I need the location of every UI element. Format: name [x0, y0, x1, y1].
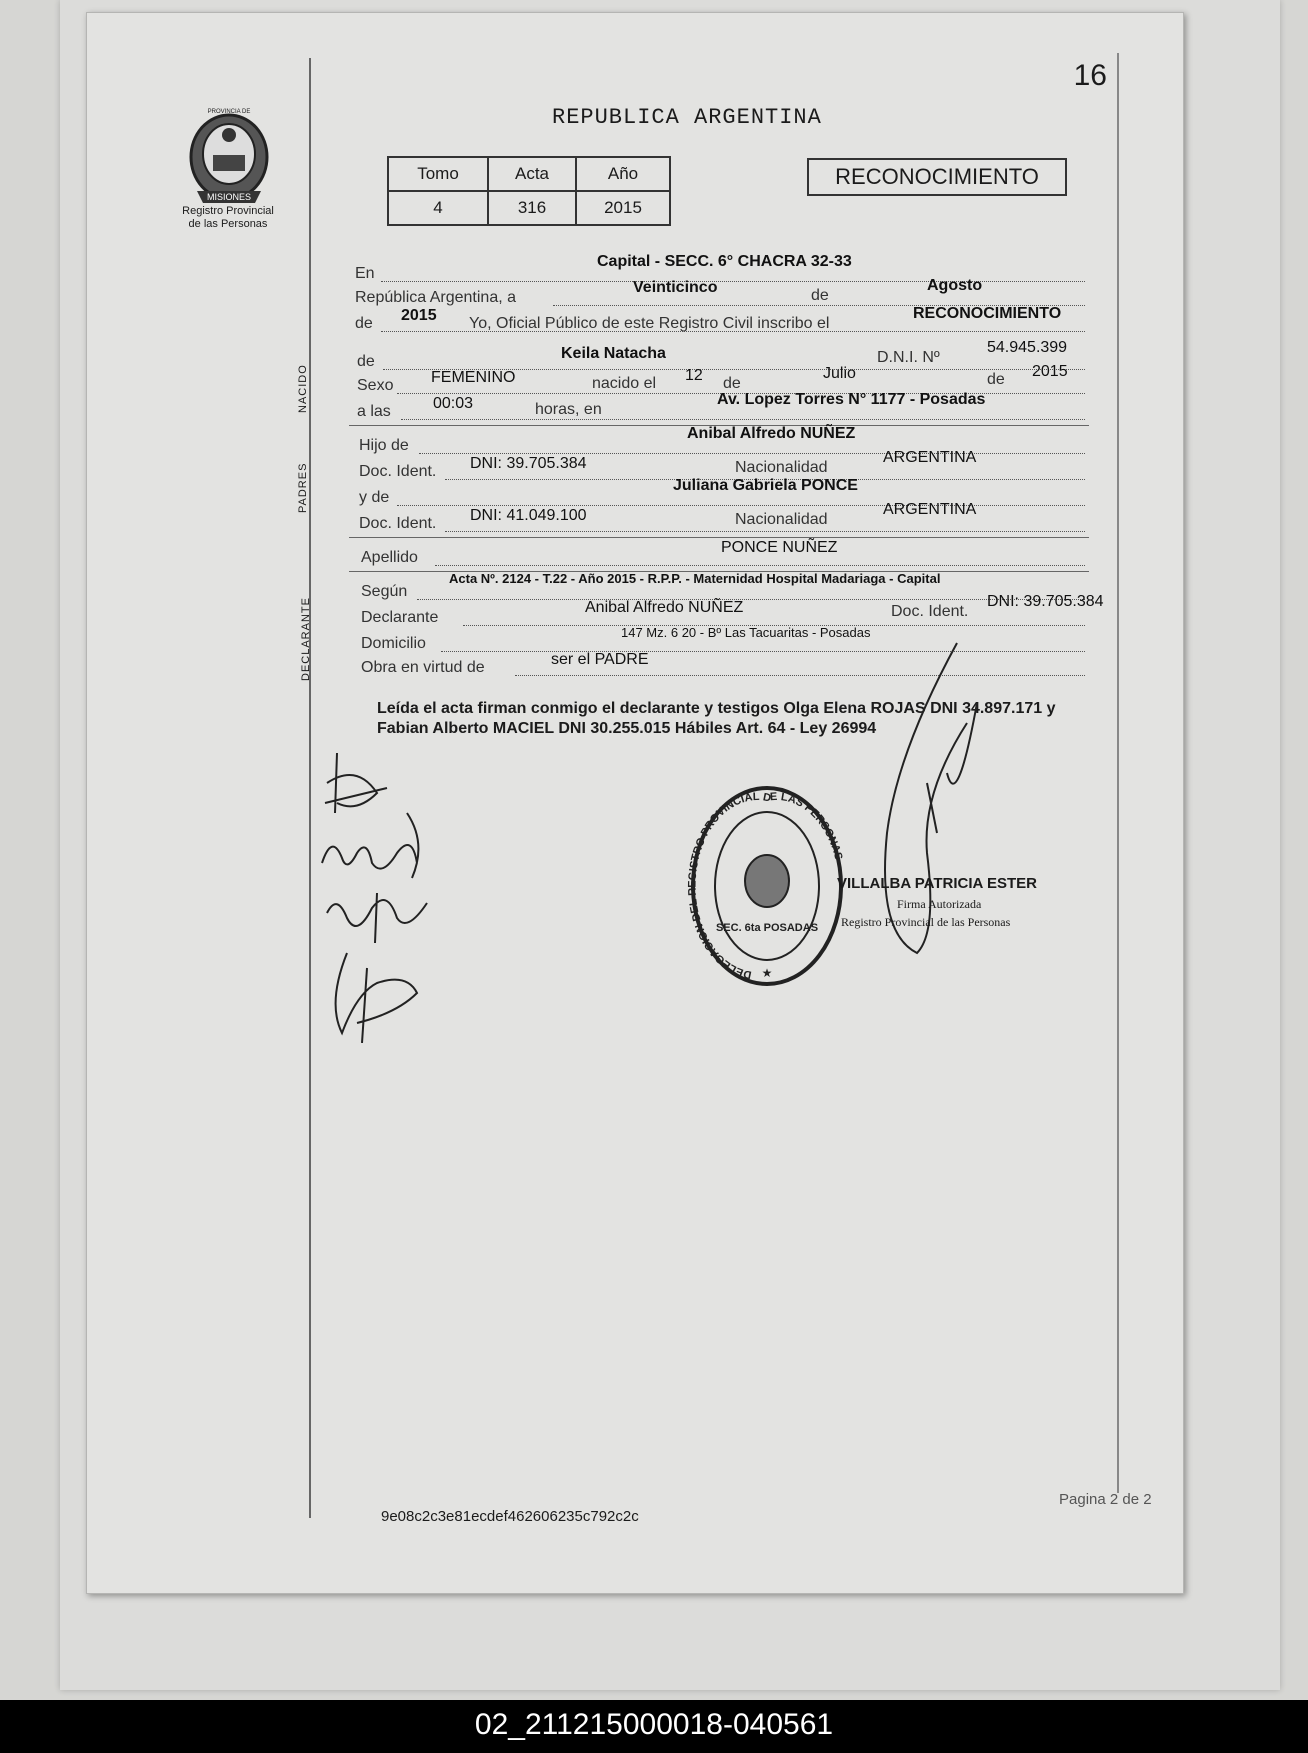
label-apellido: Apellido [361, 549, 418, 566]
label-hijo-de: Hijo de [359, 437, 409, 454]
value-dni: 54.945.399 [987, 339, 1068, 356]
registry-value-tomo: 4 [388, 191, 488, 225]
right-margin-line [1117, 53, 1119, 1493]
value-madre-doc: DNI: 41.049.100 [470, 507, 587, 524]
stamp-ring-text: DELEGACION DEL REGISTRO PROVINCIAL DE LAS PERSONAS [687, 790, 845, 981]
label-yo: Yo, Oficial Público de este Registro Civil inscribo el [469, 315, 830, 332]
value-domicilio: 147 Mz. 6 20 - Bº Las Tacuaritas - Posadas [621, 625, 871, 640]
label-de-2: de [355, 315, 373, 332]
value-madre: Juliana Gabriela PONCE [673, 477, 858, 494]
label-nacido-el: nacido el [592, 375, 657, 392]
value-sexo: FEMENINO [431, 369, 516, 386]
label-de-mes: de [723, 375, 741, 392]
logo-caption [153, 205, 303, 231]
label-de-anio: de [987, 371, 1005, 388]
logo-misiones-text: MISIONES [206, 192, 252, 202]
label-domicilio: Domicilio [361, 635, 426, 652]
registry-header-acta: Acta [488, 157, 576, 191]
value-segun: Acta Nº. 2124 - T.22 - Año 2015 - R.P.P. - Maternidad Hospital Madariaga - Capital [449, 571, 941, 586]
value-dia: Veinticinco [633, 279, 718, 296]
value-obra: ser el PADRE [551, 651, 649, 668]
closing-statement: Leída el acta firman conmigo el declarante y testigos Olga Elena ROJAS DNI 34.897.171 y Fabian Alberto MACIEL DNI 30.255.015 Hábiles Art. 64 - Ley 26994 [377, 700, 1056, 737]
scan-id-bar [0, 1700, 1308, 1753]
value-mes-nac: Julio [823, 365, 856, 382]
label-dni: D.N.I. Nº [877, 349, 940, 366]
signer-role: Firma Autorizada [897, 897, 982, 911]
witness-signatures [317, 743, 477, 1043]
section-label-padres: PADRES [297, 462, 309, 513]
registry-value-anio: 2015 [576, 191, 670, 225]
signature-stroke [327, 893, 427, 943]
dotted-line [435, 565, 1085, 566]
label-horas-en: horas, en [535, 401, 602, 418]
dotted-line [445, 531, 1085, 532]
value-anio-nac: 2015 [1032, 363, 1068, 380]
dotted-line [419, 453, 1085, 454]
signer-name: VILLALBA PATRICIA ESTER [837, 875, 1037, 892]
label-sexo: Sexo [357, 377, 394, 394]
value-madre-nac: ARGENTINA [883, 501, 977, 518]
stamp-inner-text: SEC. 6ta POSADAS [715, 922, 819, 934]
scan-id: 02_211215000018-040561 [474, 1708, 834, 1741]
value-acto: RECONOCIMIENTO [913, 305, 1062, 322]
label-de: de [811, 287, 829, 304]
logo-caption-line-1: Registro Provincial [182, 205, 274, 217]
value-padre-doc: DNI: 39.705.384 [470, 455, 587, 472]
label-y-de: y de [359, 489, 390, 506]
label-doc-ident-1: Doc. Ident. [359, 463, 437, 480]
section-label-nacido: NACIDO [297, 364, 309, 413]
value-padre-nac: ARGENTINA [883, 449, 977, 466]
registry-header-row [388, 157, 670, 191]
label-nacionalidad-1: Nacionalidad [735, 459, 828, 476]
logo-top-text: PROVINCIA DE [207, 109, 251, 115]
dotted-line [397, 505, 1085, 506]
label-en: En [355, 265, 375, 282]
value-declarante-doc: DNI: 39.705.384 [987, 593, 1104, 610]
stamp-star-icon: ★ [761, 966, 773, 980]
value-declarante: Anibal Alfredo NUÑEZ [585, 599, 744, 616]
document-title: REPUBLICA ARGENTINA [552, 105, 822, 130]
value-dia-nac: 12 [685, 367, 703, 384]
label-nacionalidad-2: Nacionalidad [735, 511, 828, 528]
margin-line [309, 58, 311, 1518]
act-type-box: RECONOCIMIENTO [807, 158, 1067, 196]
logo-caption-line-2: de las Personas [188, 218, 268, 230]
value-nombre: Keila Natacha [561, 345, 666, 362]
registry-value-row [388, 191, 670, 225]
registry-value-acta: 316 [488, 191, 576, 225]
page-indicator: Pagina 2 de 2 [1059, 1491, 1152, 1508]
document-hash: 9e08c2c3e81ecdef462606235c792c2c [381, 1508, 639, 1525]
value-apellido: PONCE NUÑEZ [721, 539, 838, 556]
registry-table [387, 156, 671, 226]
label-doc-ident-2: Doc. Ident. [359, 515, 437, 532]
registry-header-anio: Año [576, 157, 670, 191]
label-republica: República Argentina, a [355, 289, 516, 306]
value-anio: 2015 [401, 307, 437, 324]
label-segun: Según [361, 583, 408, 600]
label-de-nombre: de [357, 353, 375, 370]
signer-office: Registro Provincial de las Personas [841, 915, 1011, 929]
label-a-las: a las [357, 403, 391, 420]
label-declarante: Declarante [361, 609, 439, 626]
label-obra: Obra en virtud de [361, 659, 485, 676]
signature-stroke [336, 953, 417, 1043]
section-label-declarante: DECLARANTE [300, 597, 312, 681]
value-lugar-nac: Av. Lopez Torres N° 1177 - Posadas [717, 391, 986, 408]
document-page [86, 12, 1184, 1594]
value-mes: Agosto [927, 277, 983, 294]
signature-stroke [322, 813, 418, 878]
value-lugar: Capital - SECC. 6° CHACRA 32-33 [597, 253, 852, 270]
province-crest-icon [177, 99, 282, 209]
section-divider [349, 537, 1089, 538]
dotted-line [417, 599, 1085, 600]
value-padre: Anibal Alfredo NUÑEZ [687, 425, 856, 442]
page-number: 16 [1073, 59, 1107, 92]
dotted-line [401, 419, 1085, 420]
registry-stamp-icon [687, 781, 847, 991]
signature-stroke [325, 753, 387, 813]
label-doc-ident-3: Doc. Ident. [891, 603, 969, 620]
value-hora: 00:03 [433, 395, 474, 412]
registry-header-tomo: Tomo [388, 157, 488, 191]
